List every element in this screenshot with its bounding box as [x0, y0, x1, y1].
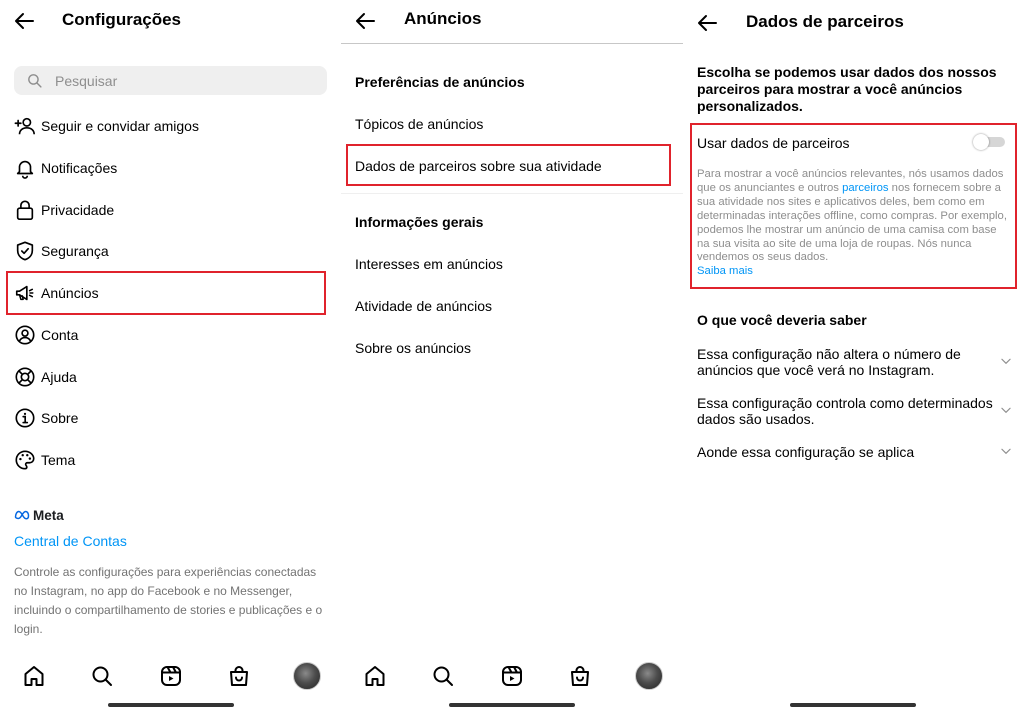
faq-item[interactable]	[697, 444, 1017, 460]
lock-icon	[14, 199, 36, 221]
ads-item-topics[interactable]	[355, 116, 483, 132]
menu-item-notifications[interactable]	[14, 155, 324, 183]
description-text: Para mostrar a você anúncios relevantes, nós usamos dados que os anunciantes e outros	[697, 168, 1004, 194]
chevron-down-icon	[999, 403, 1013, 417]
section-title: Informações gerais	[355, 214, 484, 230]
menu-item-label: Privacidade	[41, 202, 115, 218]
ads-item-preferences[interactable]	[355, 74, 525, 90]
section-title: O que você deveria saber	[697, 312, 867, 328]
bottom-tab-bar	[0, 657, 341, 697]
profile-avatar[interactable]	[293, 662, 321, 690]
menu-item-label: Segurança	[41, 243, 109, 259]
central-accounts-link[interactable]: Central de Contas	[14, 533, 127, 549]
settings-header	[0, 0, 341, 42]
ads-item-interests[interactable]	[355, 256, 503, 272]
bell-icon	[14, 157, 36, 179]
ads-item-label: Interesses em anúncios	[355, 256, 503, 272]
meta-label: Meta	[33, 507, 64, 523]
page-title: Anúncios	[404, 9, 482, 28]
search-input[interactable]	[14, 66, 327, 95]
menu-item-account[interactable]	[14, 322, 324, 350]
menu-item-help[interactable]	[14, 364, 324, 392]
info-icon	[14, 407, 36, 429]
description-text: nos fornecem sobre a sua atividade nos sites e aplicativos deles, bem como em determinadas interações offline, como compras. Por exemplo, podemos lhe mostrar um anúncio de uma camisa com base na sua visita ao site de uma loja de roupas. Nós nunca vendemos os seus dados.	[697, 181, 1007, 264]
ads-item-label: Sobre os anúncios	[355, 340, 471, 356]
lifebuoy-icon	[14, 366, 36, 388]
central-accounts-description: Controle as configurações para experiências conectadas no Instagram, no app do Facebook e no Messenger, incluindo o compartilhamento de stories e publicações e o login.	[14, 565, 323, 636]
bottom-tab-bar	[341, 657, 683, 697]
home-icon[interactable]	[363, 664, 387, 688]
reels-icon[interactable]	[500, 664, 524, 688]
profile-avatar[interactable]	[635, 662, 663, 690]
ads-screen	[341, 0, 683, 712]
partner-data-screen	[683, 0, 1024, 712]
back-arrow-icon[interactable]	[695, 11, 719, 35]
home-indicator	[790, 703, 916, 707]
menu-item-label: Seguir e convidar amigos	[41, 118, 199, 134]
ads-item-label: Atividade de anúncios	[355, 298, 492, 314]
partner-data-header	[683, 0, 1024, 42]
highlight-box-toggle-section	[690, 123, 1017, 289]
ads-item-activity[interactable]	[355, 298, 492, 314]
faq-question: Essa configuração não altera o número de anúncios que você verá no Instagram.	[697, 346, 961, 378]
header-divider	[341, 43, 683, 44]
partners-link[interactable]: parceiros	[842, 181, 889, 194]
back-arrow-icon[interactable]	[12, 9, 36, 33]
menu-item-label: Anúncios	[41, 285, 99, 301]
shield-icon	[14, 240, 36, 262]
highlight-box-partner-data	[346, 144, 671, 186]
menu-item-privacy[interactable]	[14, 197, 324, 225]
search-placeholder: Pesquisar	[55, 73, 118, 89]
faq-item[interactable]	[697, 346, 1017, 378]
meta-infinity-icon	[14, 510, 31, 520]
menu-item-label: Ajuda	[41, 369, 77, 385]
shop-icon[interactable]	[568, 664, 592, 688]
meta-logo	[14, 507, 64, 523]
shop-icon[interactable]	[227, 664, 251, 688]
search-icon[interactable]	[431, 664, 455, 688]
chevron-down-icon	[999, 354, 1013, 368]
menu-item-label: Notificações	[41, 160, 118, 176]
learn-more-link[interactable]: Saiba mais	[697, 265, 753, 278]
partner-data-heading: Escolha se podemos usar dados dos nossos parceiros para mostrar a você anúncios personalizados.	[697, 64, 997, 114]
menu-item-security[interactable]	[14, 238, 324, 266]
ads-item-label: Dados de parceiros sobre sua atividade	[355, 158, 602, 174]
home-icon[interactable]	[22, 664, 46, 688]
back-arrow-icon[interactable]	[353, 9, 377, 33]
ads-item-label: Preferências de anúncios	[355, 74, 525, 90]
chevron-down-icon	[999, 444, 1013, 458]
page-title: Dados de parceiros	[746, 12, 904, 31]
highlight-box-ads	[6, 271, 326, 315]
ads-header	[341, 0, 683, 42]
faq-question: Aonde essa configuração se aplica	[697, 444, 915, 460]
menu-item-follow-invite[interactable]	[14, 113, 324, 141]
add-person-icon	[14, 115, 36, 137]
ads-item-about-ads[interactable]	[355, 340, 471, 356]
ads-section-general-info	[355, 214, 483, 230]
section-divider	[341, 193, 683, 194]
ads-item-label: Tópicos de anúncios	[355, 116, 484, 132]
home-indicator	[108, 703, 234, 707]
menu-item-label: Tema	[41, 452, 76, 468]
menu-item-theme[interactable]	[14, 447, 324, 475]
faq-item[interactable]	[697, 395, 1017, 427]
home-indicator	[449, 703, 575, 707]
toggle-label: Usar dados de parceiros	[697, 135, 850, 151]
search-icon	[26, 72, 43, 89]
faq-question: Essa configuração controla como determinados dados são usados.	[697, 395, 993, 427]
account-icon	[14, 324, 36, 346]
menu-item-label: Conta	[41, 327, 79, 343]
menu-item-about[interactable]	[14, 405, 324, 433]
search-icon[interactable]	[90, 664, 114, 688]
menu-item-label: Sobre	[41, 410, 79, 426]
reels-icon[interactable]	[159, 664, 183, 688]
settings-screen	[0, 0, 341, 712]
palette-icon	[14, 449, 36, 471]
page-title: Configurações	[62, 10, 182, 29]
